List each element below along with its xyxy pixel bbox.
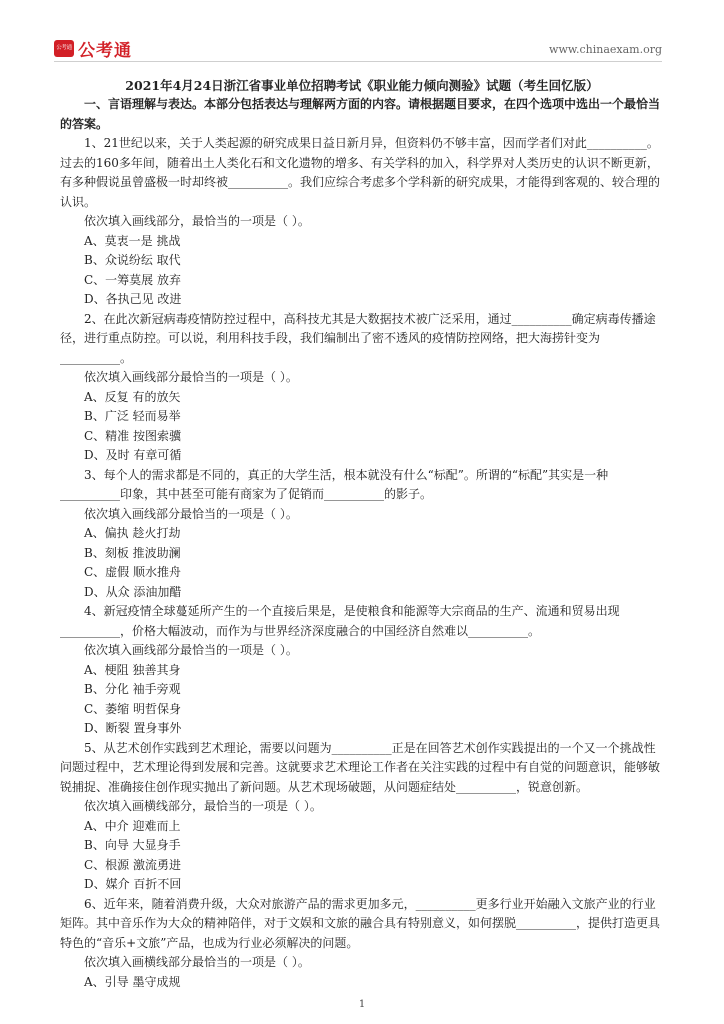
answer-option: C、一筹莫展 放弃 — [84, 272, 181, 287]
logo-text: 公考通 — [78, 41, 132, 61]
document-title: 2021年4月24日浙江省事业单位招聘考试《职业能力倾向测验》试题（考生回忆版） — [125, 78, 599, 93]
header-divider — [54, 61, 662, 62]
site-url: www.chinaexam.org — [549, 43, 662, 56]
answer-option: B、分化 袖手旁观 — [84, 682, 181, 696]
question-prompt: 依次填入画横线部分最恰当的一项是（ ）。 — [84, 955, 310, 969]
question-prompt: 依次填入画线部分最恰当的一项是（ ）。 — [84, 370, 298, 384]
answer-option: C、根源 激流勇进 — [84, 857, 181, 872]
question-prompt: 依次填入画线部分最恰当的一项是（ ）。 — [84, 506, 298, 521]
logo — [54, 36, 132, 61]
page-header — [54, 36, 662, 60]
answer-option: D、从众 添油加醋 — [84, 584, 182, 599]
document-body — [60, 76, 664, 992]
question-text: 3、每个人的需求都是不同的，真正的大学生活，根本就没有什么“标配”。所谓的“标配”其实是一种__________印象，其中甚至可能有商家为了促销而__________的影子。 — [60, 467, 609, 501]
answer-option: A、中介 迎难而上 — [84, 818, 181, 833]
answer-option: C、精准 按图索骥 — [84, 428, 181, 443]
question-prompt: 依次填入画线部分最恰当的一项是（ ）。 — [84, 643, 298, 657]
answer-option: D、及时 有章可循 — [84, 448, 182, 462]
answer-option: A、反复 有的放矢 — [84, 389, 181, 404]
question-text: 4、新冠疫情全球蔓延所产生的一个直接后果是，是使粮食和能源等大宗商品的生产、流通和贸易出现__________，价格大幅波动，而作为与世界经济深度融合的中国经济自然难以__________。 — [60, 604, 620, 638]
answer-option: B、刻板 推波助澜 — [84, 545, 181, 560]
answer-option: A、莫衷一是 挑战 — [84, 233, 181, 248]
question-prompt: 依次填入画线部分，最恰当的一项是（ ）。 — [84, 214, 310, 228]
answer-option: A、偏执 趁火打劫 — [84, 526, 181, 540]
page-number: 1 — [358, 999, 366, 1010]
answer-option: A、梗阻 独善其身 — [84, 662, 181, 677]
question-text: 1、21世纪以来，关于人类起源的研究成果日益日新月异，但资料仍不够丰富，因而学者们对此__________。过去的160多年间，随着出土人类化石和文化遗物的增多、有关学科的加入，科学界对人类历史的认识不断更新，有多种假说虽曾盛极一时却终被__________。我们应综合考虑多个学科新的研究成果，才能得到客观的、较合理的认识。 — [60, 136, 661, 209]
answer-option: D、断裂 置身事外 — [84, 721, 182, 735]
question-list — [60, 134, 664, 992]
section-heading: 一、言语理解与表达。本部分包括表达与理解两方面的内容。请根据题目要求，在四个选项中选出一个最恰当的答案。 — [60, 97, 661, 131]
answer-option: C、萎缩 明哲保身 — [84, 701, 181, 716]
question-text: 6、近年来，随着消费升级，大众对旅游产品的需求更加多元，__________更多行业开始融入文旅产业的行业矩阵。其中音乐作为大众的精神陪伴，对于文娱和文旅的融合具有特别意义，如何摆脱__________，提供打造更具特色的“音乐+文旅”产品，也成为行业必须解决的问题。 — [60, 896, 661, 950]
question-prompt: 依次填入画横线部分，最恰当的一项是（ ）。 — [84, 799, 322, 813]
question-text: 5、从艺术创作实践到艺术理论，需要以问题为__________正是在回答艺术创作实践提出的一个又一个挑战性问题过程中，艺术理论得到发展和完善。这就要求艺术理论工作者在关注实践的过程中有自觉的问题意识，能够敏锐捕捉、准确接住创作现实抛出了新问题。从艺术现场破题，从问题症结处__________，锐意创新。 — [60, 740, 661, 794]
answer-option: D、媒介 百折不回 — [84, 877, 182, 891]
answer-option: C、虚假 顺水推舟 — [84, 565, 181, 579]
logo-mark-icon: 公考通 — [54, 40, 74, 57]
answer-option: B、向导 大显身手 — [84, 838, 181, 852]
answer-option: A、引导 墨守成规 — [84, 974, 181, 989]
answer-option: D、各执己见 改进 — [84, 292, 182, 306]
answer-option: B、广泛 轻而易举 — [84, 409, 181, 423]
answer-option: B、众说纷纭 取代 — [84, 253, 181, 267]
question-text: 2、在此次新冠病毒疫情防控过程中，高科技尤其是大数据技术被广泛采用，通过__________确定病毒传播途径，进行重点防控。可以说，利用科技手段，我们编制出了密不透风的疫情防控网络，把大海捞针变为__________。 — [60, 311, 656, 365]
